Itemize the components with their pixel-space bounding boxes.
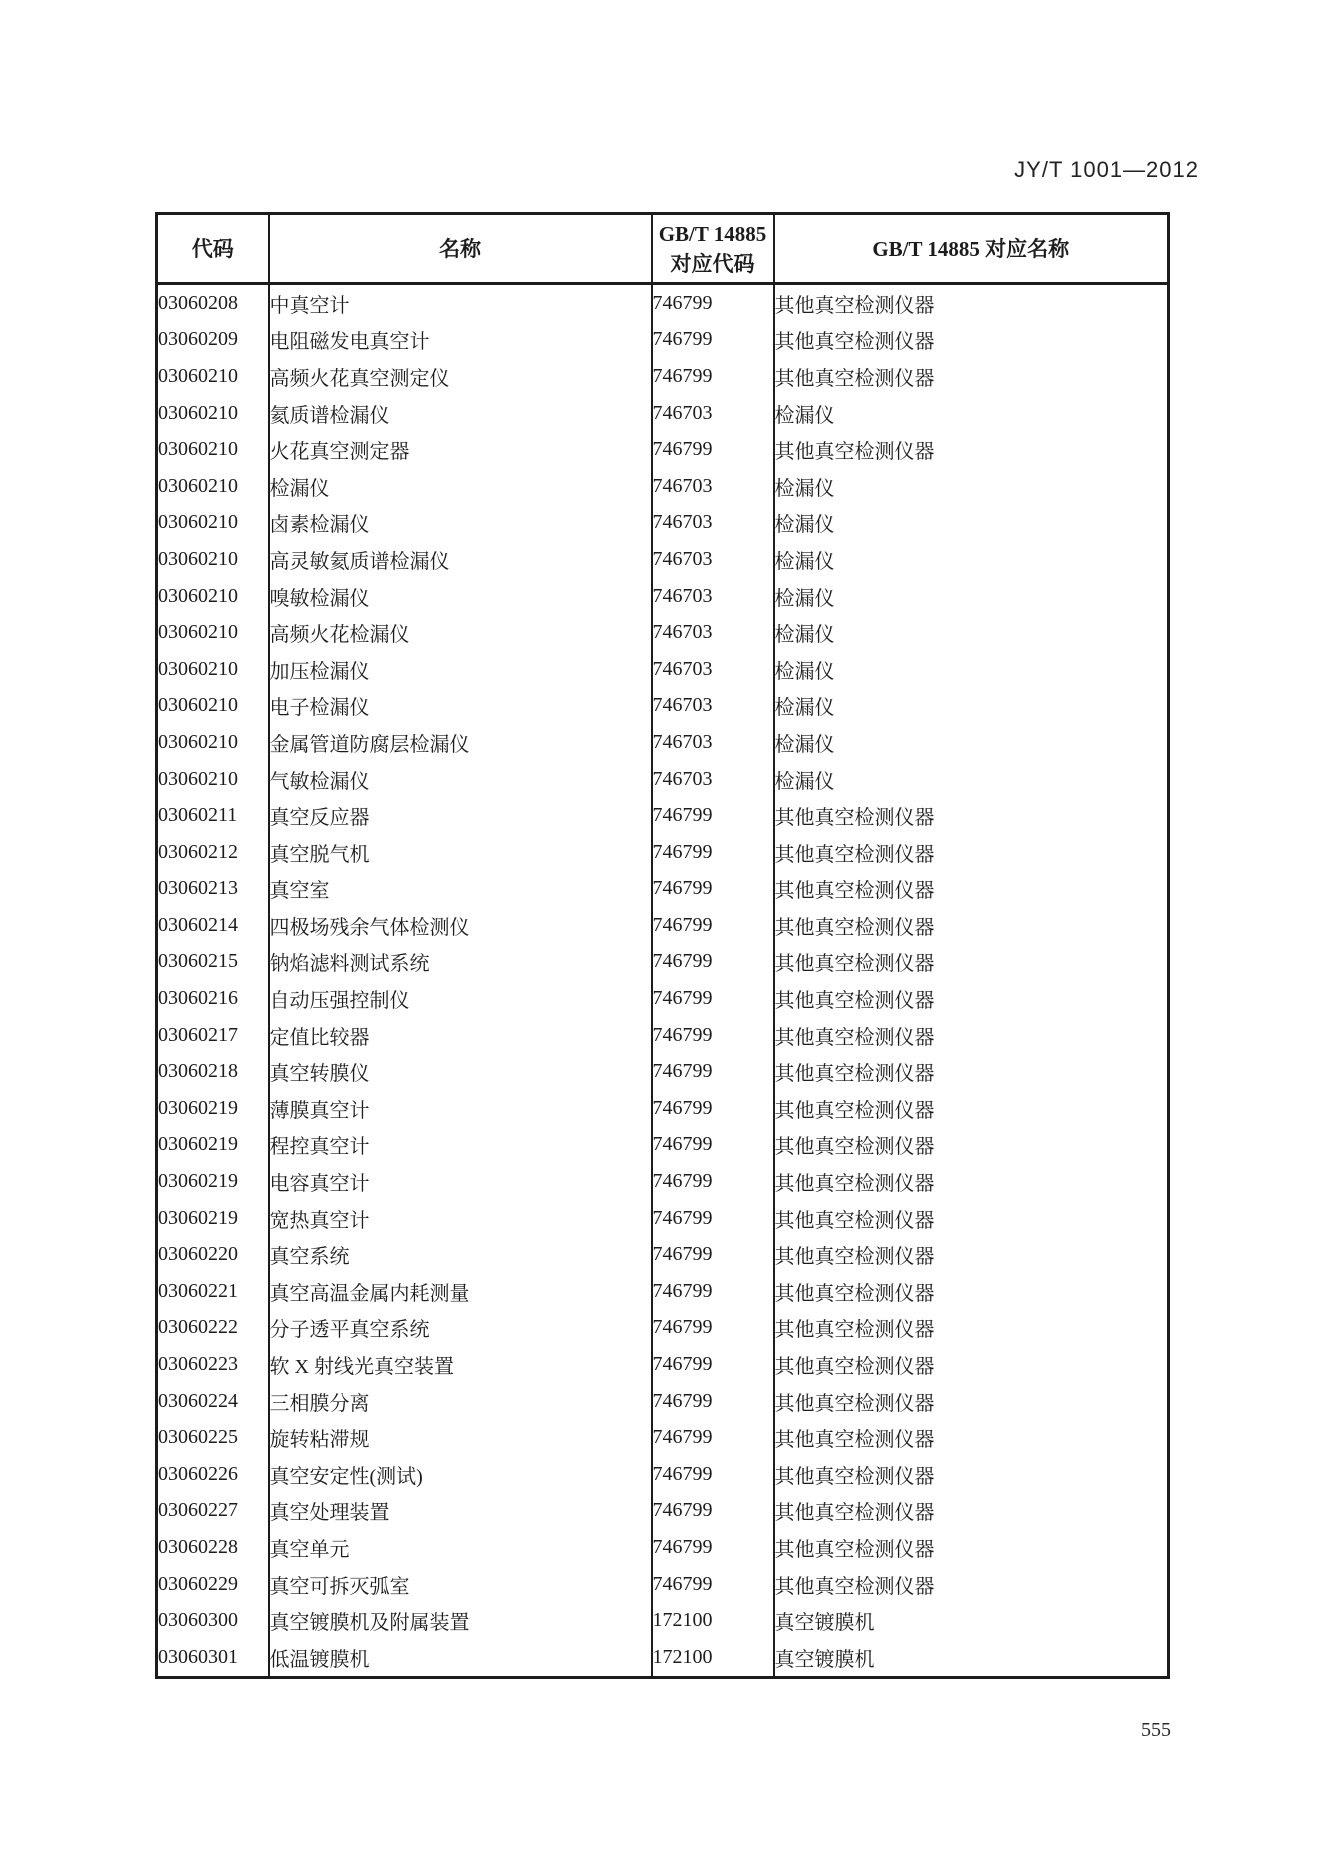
name-cell: 电子检漏仪 [269,688,652,725]
gbt-code-cell: 746799 [652,907,774,944]
code-cell: 03060219 [157,1200,269,1237]
gbt-code-cell: 746799 [652,797,774,834]
gbt-code-cell: 746799 [652,358,774,395]
code-cell: 03060221 [157,1273,269,1310]
gbt-code-cell: 746799 [652,944,774,981]
code-cell: 03060210 [157,724,269,761]
code-cell: 03060219 [157,1163,269,1200]
gbt-name-cell: 检漏仪 [774,697,835,720]
name-cell: 氦质谱检漏仪 [269,395,652,432]
code-cell: 03060209 [157,322,269,359]
gbt-name-cell: 其他真空检测仪器 [774,1136,935,1159]
table-row [157,614,1169,651]
gbt-code-cell: 746799 [652,1529,774,1566]
code-cell: 03060225 [157,1419,269,1456]
code-cell: 03060216 [157,980,269,1017]
gbt-name-cell: 其他真空检测仪器 [774,331,935,354]
gbt-name-cell: 其他真空检测仪器 [774,843,935,866]
gbt-code-cell: 746799 [652,1493,774,1530]
code-cell: 03060301 [157,1639,269,1677]
gbt-code-cell: 746799 [652,1236,774,1273]
name-cell: 加压检漏仪 [269,651,652,688]
gbt-code-cell: 746703 [652,541,774,578]
name-cell: 真空处理装置 [269,1493,652,1530]
gbt-name-cell: 其他真空检测仪器 [774,1063,935,1086]
code-cell: 03060228 [157,1529,269,1566]
gbt-name-cell: 其他真空检测仪器 [774,367,935,390]
code-cell: 03060219 [157,1127,269,1164]
name-cell: 旋转粘滞规 [269,1419,652,1456]
gbt-name-cell: 真空镀膜机 [774,1648,875,1671]
code-cell: 03060210 [157,578,269,615]
name-cell: 真空高温金属内耗测量 [269,1273,652,1310]
table-row [157,468,1169,505]
table-row [157,1017,1169,1054]
name-cell: 真空脱气机 [269,834,652,871]
name-cell: 真空室 [269,871,652,908]
code-cell: 03060210 [157,614,269,651]
gbt-name-cell: 其他真空检测仪器 [774,1099,935,1122]
gbt-code-cell: 746799 [652,1053,774,1090]
code-cell: 03060215 [157,944,269,981]
table-header-row [157,214,1169,284]
gbt-name-cell: 其他真空检测仪器 [774,1392,935,1415]
name-cell: 检漏仪 [269,468,652,505]
code-cell: 03060210 [157,688,269,725]
code-cell: 03060210 [157,761,269,798]
gbt-name-cell: 检漏仪 [774,550,835,573]
gbt-name-cell: 其他真空检测仪器 [774,1465,935,1488]
table-row [157,1127,1169,1164]
gbt-name-cell: 检漏仪 [774,404,835,427]
name-cell: 气敏检漏仪 [269,761,652,798]
gbt-name-cell: 真空镀膜机 [774,1612,875,1635]
table-row [157,505,1169,542]
table-row [157,797,1169,834]
table-row [157,1529,1169,1566]
table-row [157,284,1169,322]
code-cell: 03060222 [157,1310,269,1347]
code-cell: 03060218 [157,1053,269,1090]
name-cell: 薄膜真空计 [269,1090,652,1127]
gbt-name-cell: 其他真空检测仪器 [774,1246,935,1269]
gbt-code-cell: 746799 [652,284,774,322]
gbt-name-cell: 检漏仪 [774,514,835,537]
code-cell: 03060300 [157,1602,269,1639]
name-cell: 电阻磁发电真空计 [269,322,652,359]
table-row [157,541,1169,578]
code-cell: 03060217 [157,1017,269,1054]
name-cell: 中真空计 [269,284,652,322]
doc-number: JY/T 1001—2012 [1014,157,1199,182]
gbt-name-cell: 其他真空检测仪器 [774,441,935,464]
name-cell: 分子透平真空系统 [269,1310,652,1347]
gbt-code-cell: 746799 [652,1456,774,1493]
name-cell: 真空反应器 [269,797,652,834]
table-body [157,284,1169,1678]
gbt-name-cell: 其他真空检测仪器 [774,1282,935,1305]
code-cell: 03060219 [157,1090,269,1127]
gbt-code-cell: 746799 [652,1090,774,1127]
code-cell: 03060226 [157,1456,269,1493]
gbt-code-cell: 746799 [652,1310,774,1347]
gbt-name-cell: 其他真空检测仪器 [774,1173,935,1196]
name-cell: 低温镀膜机 [269,1639,652,1677]
name-cell: 金属管道防腐层检漏仪 [269,724,652,761]
gbt-name-cell: 其他真空检测仪器 [774,1575,935,1598]
gbt-name-cell: 其他真空检测仪器 [774,1356,935,1379]
gbt-code-cell: 746799 [652,1346,774,1383]
table-row [157,1053,1169,1090]
gbt-code-cell: 746799 [652,1163,774,1200]
gbt-code-cell: 746703 [652,651,774,688]
gbt-name-cell: 其他真空检测仪器 [774,1538,935,1561]
gbt-name-cell: 其他真空检测仪器 [774,294,935,317]
gbt-code-cell: 746799 [652,980,774,1017]
name-cell: 电容真空计 [269,1163,652,1200]
table-row [157,578,1169,615]
gbt-name-cell: 检漏仪 [774,660,835,683]
code-cell: 03060224 [157,1383,269,1420]
table-row [157,1456,1169,1493]
gbt-name-cell: 检漏仪 [774,733,835,756]
name-cell: 四极场残余气体检测仪 [269,907,652,944]
gbt-code-cell: 172100 [652,1639,774,1677]
gbt-name-cell: 检漏仪 [774,624,835,647]
name-cell: 真空镀膜机及附属装置 [269,1602,652,1639]
code-cell: 03060210 [157,468,269,505]
code-cell: 03060210 [157,431,269,468]
name-cell: 真空转膜仪 [269,1053,652,1090]
table-row [157,907,1169,944]
gbt-name-cell: 其他真空检测仪器 [774,807,935,830]
gbt-code-cell: 746799 [652,1017,774,1054]
table-row [157,1639,1169,1677]
code-cell: 03060213 [157,871,269,908]
gbt-code-cell: 746703 [652,761,774,798]
code-cell: 03060210 [157,651,269,688]
name-cell: 程控真空计 [269,1127,652,1164]
gbt-name-cell: 其他真空检测仪器 [774,880,935,903]
gbt-name-cell: 其他真空检测仪器 [774,1026,935,1049]
code-cell: 03060220 [157,1236,269,1273]
name-cell: 真空系统 [269,1236,652,1273]
name-cell: 三相膜分离 [269,1383,652,1420]
name-cell: 自动压强控制仪 [269,980,652,1017]
code-cell: 03060210 [157,358,269,395]
gbt-code-cell: 746799 [652,1419,774,1456]
code-cell: 03060229 [157,1566,269,1603]
name-cell: 高频火花检漏仪 [269,614,652,651]
header-name: 名称 [269,214,652,284]
code-cell: 03060211 [157,797,269,834]
code-cell: 03060212 [157,834,269,871]
gbt-code-cell: 172100 [652,1602,774,1639]
table-row [157,688,1169,725]
code-cell: 03060227 [157,1493,269,1530]
table-row [157,1383,1169,1420]
header-gbt-code [652,214,774,284]
header-code: 代码 [157,214,269,284]
table-row [157,1090,1169,1127]
gbt-code-cell: 746799 [652,1200,774,1237]
code-cell: 03060210 [157,541,269,578]
name-cell: 真空安定性(测试) [269,1456,652,1493]
table-row [157,834,1169,871]
code-cell: 03060208 [157,284,269,322]
table-row [157,1566,1169,1603]
name-cell: 高频火花真空测定仪 [269,358,652,395]
gbt-name-cell: 其他真空检测仪器 [774,990,935,1013]
name-cell: 真空单元 [269,1529,652,1566]
code-cell: 03060223 [157,1346,269,1383]
name-cell: 软 X 射线光真空装置 [269,1346,652,1383]
table-row [157,358,1169,395]
gbt-code-cell: 746703 [652,578,774,615]
name-cell: 钠焰滤料测试系统 [269,944,652,981]
table-row [157,1236,1169,1273]
header-gbt-code-line1: GB/T 14885 [658,221,767,246]
table-row [157,395,1169,432]
gbt-name-cell: 检漏仪 [774,477,835,500]
table-row [157,1273,1169,1310]
gbt-code-cell: 746799 [652,1127,774,1164]
gbt-code-cell: 746703 [652,468,774,505]
header-gbt-name: GB/T 14885 对应名称 [774,214,1169,284]
table-row [157,1419,1169,1456]
gbt-code-cell: 746799 [652,1273,774,1310]
gbt-name-cell: 其他真空检测仪器 [774,1429,935,1452]
name-cell: 宽热真空计 [269,1200,652,1237]
table-row [157,1200,1169,1237]
table-row [157,724,1169,761]
name-cell: 定值比较器 [269,1017,652,1054]
table-row [157,761,1169,798]
table-row [157,871,1169,908]
gbt-name-cell: 其他真空检测仪器 [774,1209,935,1232]
table-row [157,651,1169,688]
gbt-code-cell: 746799 [652,834,774,871]
table-row [157,1602,1169,1639]
gbt-name-cell: 其他真空检测仪器 [774,916,935,939]
gbt-name-cell: 其他真空检测仪器 [774,1319,935,1342]
gbt-name-cell: 其他真空检测仪器 [774,953,935,976]
gbt-code-cell: 746799 [652,322,774,359]
name-cell: 火花真空测定器 [269,431,652,468]
table-row [157,1493,1169,1530]
gbt-name-cell: 其他真空检测仪器 [774,1502,935,1525]
table-row [157,322,1169,359]
gbt-name-cell: 检漏仪 [774,587,835,610]
gbt-code-cell: 746703 [652,724,774,761]
gbt-code-cell: 746799 [652,1383,774,1420]
name-cell: 真空可拆灭弧室 [269,1566,652,1603]
table-row [157,1310,1169,1347]
page-number: 555 [1141,1719,1171,1741]
table-row [157,944,1169,981]
name-cell: 卤素检漏仪 [269,505,652,542]
name-cell: 嗅敏检漏仪 [269,578,652,615]
code-mapping-table [155,212,1170,1679]
gbt-code-cell: 746703 [652,688,774,725]
name-cell: 高灵敏氦质谱检漏仪 [269,541,652,578]
gbt-code-cell: 746799 [652,871,774,908]
gbt-code-cell: 746799 [652,431,774,468]
code-cell: 03060214 [157,907,269,944]
table-row [157,1346,1169,1383]
gbt-code-cell: 746703 [652,614,774,651]
gbt-code-cell: 746703 [652,395,774,432]
table-row [157,980,1169,1017]
gbt-name-cell: 检漏仪 [774,770,835,793]
table-row [157,431,1169,468]
code-cell: 03060210 [157,505,269,542]
gbt-code-cell: 746799 [652,1566,774,1603]
code-cell: 03060210 [157,395,269,432]
table-row [157,1163,1169,1200]
gbt-code-cell: 746703 [652,505,774,542]
header-gbt-code-line2: 对应代码 [670,251,755,276]
